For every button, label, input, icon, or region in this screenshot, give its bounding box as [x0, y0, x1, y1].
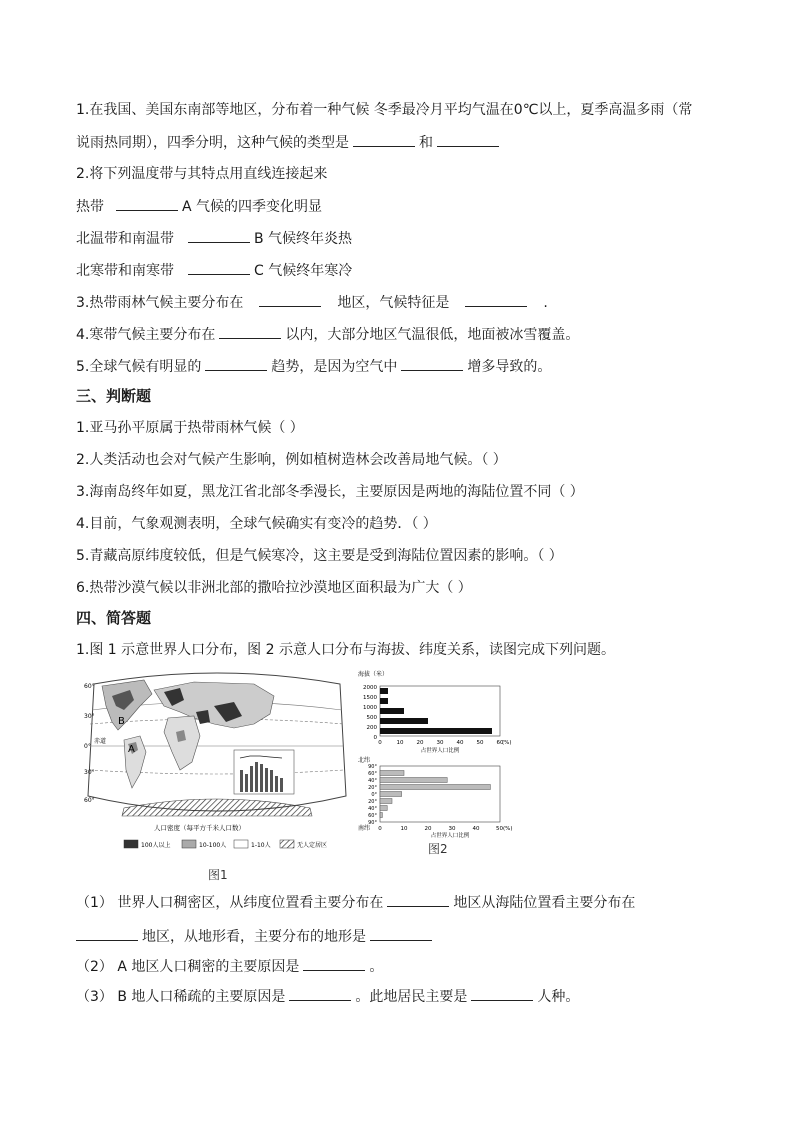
lat-label: 30°: [84, 769, 95, 776]
chart2-tick-x: 30: [448, 826, 456, 832]
sub-q3-blank-2[interactable]: [471, 986, 533, 1001]
q2-title: 2.将下列温度带与其特点用直线连接起来: [76, 166, 328, 182]
sub-q3-text-b: 。此地居民主要是: [355, 989, 468, 1005]
sub-q3-line: [76, 986, 579, 1007]
chart1-xunit: (%): [502, 740, 512, 746]
q2-row-1: [76, 196, 322, 217]
chart1-tick-y: 0: [373, 735, 377, 741]
q2-row-2: [76, 228, 352, 249]
sub-q2-end: 。: [369, 959, 384, 975]
q3-blank-1[interactable]: [259, 292, 321, 307]
q4-text-a: 4.寒带气候主要分布在: [76, 327, 216, 343]
q5-line: [76, 356, 551, 377]
lat-label: 30°: [84, 713, 95, 720]
label-b: B: [118, 716, 125, 727]
chart2-tick-y: 20°: [368, 785, 377, 791]
chart2-bar: [380, 799, 392, 804]
lat-label: 60°: [84, 683, 95, 690]
equator-label: 赤道: [94, 738, 107, 745]
q2-row-3: [76, 260, 352, 281]
chart1-bar: [380, 728, 492, 734]
judge-item-2: 2.人类活动也会对气候产生影响，例如植树造林会改善局地气候。（ ）: [76, 452, 507, 468]
figure1-caption: 图1: [208, 868, 228, 882]
q5-blank-1[interactable]: [205, 356, 267, 371]
q1-line2: [76, 132, 503, 153]
sub-q1-blank-2[interactable]: [76, 926, 138, 941]
figure2-charts: [356, 666, 536, 846]
sub-q2-text: （2） A 地区人口稠密的主要原因是: [76, 959, 300, 975]
chart1-bar: [380, 688, 388, 694]
legend-swatch-dense: [124, 840, 138, 848]
chart2-tick-y: 40°: [368, 778, 377, 784]
chart2-xlabel: 占世界人口比例: [430, 833, 470, 839]
chart2-tick-x: 0: [378, 826, 382, 832]
legend-swatch-medium: [182, 840, 196, 848]
judge-item-3: 3.海南岛终年如夏，黑龙江省北部冬季漫长，主要原因是两地的海陆位置不同（ ）: [76, 484, 584, 500]
legend-swatch-sparse: [234, 840, 248, 848]
chart1-tick-y: 2000: [363, 685, 377, 691]
chart2-tick-x: 20: [424, 826, 432, 832]
sub-q3-blank-1[interactable]: [289, 986, 351, 1001]
q2-link-blank[interactable]: [188, 228, 250, 243]
chart1-bar: [380, 698, 388, 704]
zone-label: 热带: [76, 199, 104, 215]
chart2-bar: [380, 778, 447, 783]
chart1-xlabel: 占世界人口比例: [420, 748, 460, 754]
part3-heading: 三、判断题: [76, 387, 152, 405]
label-a: A: [128, 744, 135, 755]
lat-label: 60°: [84, 797, 95, 804]
chart1-tick-y: 1000: [363, 705, 377, 711]
q3-line: [76, 292, 548, 313]
legend-label: 100人以上: [141, 842, 171, 849]
sub-q1-line1: [76, 892, 635, 913]
sub-q1-text-a: （1） 世界人口稠密区，从纬度位置看主要分布在: [76, 895, 384, 911]
q4-line: [76, 324, 579, 345]
chart1-tick-x: 0: [378, 740, 382, 746]
chart1-bar: [380, 708, 404, 714]
legend-label: 无人定居区: [297, 842, 328, 849]
chart1-tick-x: 40: [456, 740, 464, 746]
chart2-bottom-label: 南纬: [358, 825, 371, 832]
chart1-tick-x: 50: [476, 740, 484, 746]
chart1-tick-y: 1500: [363, 695, 377, 701]
part4-heading: 四、简答题: [76, 609, 152, 627]
legend-swatch-uninhabited: [280, 840, 294, 848]
chart2-bar: [380, 813, 382, 818]
chart2-ylabel: 北纬: [358, 757, 371, 764]
q2-link-blank[interactable]: [116, 196, 178, 211]
q5-text-a: 5.全球气候有明显的: [76, 359, 202, 375]
lat-label: 0°: [84, 743, 91, 750]
chart2-tick-y: 90°: [368, 820, 377, 826]
chart1-tick-x: 20: [416, 740, 424, 746]
q2-link-blank[interactable]: [188, 260, 250, 275]
q3-text-a: 3.热带雨林气候主要分布在: [76, 295, 244, 311]
figure1-world-map: [84, 666, 350, 866]
q4-text-b: 以内，大部分地区气温很低，地面被冰雪覆盖。: [285, 327, 580, 343]
q3-blank-2[interactable]: [465, 292, 527, 307]
chart2-bar: [380, 806, 387, 811]
q3-text-b: 地区，气候特征是: [337, 295, 450, 311]
q1-blank-2[interactable]: [437, 132, 499, 147]
sub-q1-text-b: 地区从海陆位置看主要分布在: [453, 895, 636, 911]
chart2-tick-y: 60°: [368, 771, 377, 777]
chart2-tick-x: 10: [400, 826, 408, 832]
feature-label: A 气候的四季变化明显: [182, 199, 323, 215]
chart1-bar: [380, 718, 428, 724]
judge-item-4: 4.目前，气象观测表明，全球气候确实有变冷的趋势．（ ）: [76, 516, 437, 532]
chart1-tick-y: 200: [366, 725, 377, 731]
sub-q1-blank-1[interactable]: [387, 892, 449, 907]
q5-text-c: 增多导致的。: [467, 359, 552, 375]
legend-label: 1-10人: [251, 842, 271, 849]
judge-item-1: 1.亚马孙平原属于热带雨林气候（ ）: [76, 420, 304, 436]
chart1-tick-y: 500: [366, 715, 377, 721]
judge-item-5: 5.青藏高原纬度较低，但是气候寒冷，这主要是受到海陆位置因素的影响。（ ）: [76, 548, 563, 564]
q1-line1: 1.在我国、美国东南部等地区，分布着一种气候 冬季最冷月平均气温在0℃以上，夏季高温多雨（常: [76, 102, 693, 118]
chart2-bar: [380, 771, 404, 776]
q5-text-b: 趋势，是因为空气中: [271, 359, 398, 375]
chart1-ylabel: 海拔（米）: [358, 671, 389, 678]
legend-title: 人口密度（每平方千米人口数）: [154, 824, 245, 832]
sub-q3-text-a: （3） B 地人口稀疏的主要原因是: [76, 989, 286, 1005]
chart1-tick-x: 60: [496, 740, 504, 746]
chart2-tick-y: 60°: [368, 813, 377, 819]
sub-q1-text-c: 地区，从地形看，主要分布的地形是: [142, 929, 366, 945]
legend-label: 10-100人: [199, 842, 227, 849]
chart2-tick-x: 40: [472, 826, 480, 832]
chart2-xunit: 50(%): [496, 826, 513, 832]
part4-intro: 1.图 1 示意世界人口分布，图 2 示意人口分布与海拔、纬度关系，读图完成下列问题。: [76, 642, 615, 658]
sub-q2-line: [76, 956, 383, 977]
chart1-tick-x: 30: [436, 740, 444, 746]
chart1-tick-x: 10: [396, 740, 404, 746]
chart2-tick-y: 20°: [368, 799, 377, 805]
chart2-bar: [380, 785, 490, 790]
chart2-tick-y: 40°: [368, 806, 377, 812]
chart2-tick-y: 0°: [371, 792, 377, 798]
zone-label: 北寒带和南寒带: [76, 263, 174, 279]
sub-q2-blank[interactable]: [303, 956, 365, 971]
figure2-caption: 图2: [428, 842, 448, 856]
q4-blank[interactable]: [219, 324, 281, 339]
q5-blank-2[interactable]: [401, 356, 463, 371]
q1-blank-1[interactable]: [353, 132, 415, 147]
judge-item-6: 6.热带沙漠气候以非洲北部的撒哈拉沙漠地区面积最为广大（ ）: [76, 580, 472, 596]
feature-label: B 气候终年炎热: [254, 231, 353, 247]
q3-text-c: .: [543, 295, 548, 311]
q1-text: 说雨热同期），四季分明，这种气候的类型是: [76, 135, 349, 151]
q1-and: 和: [419, 135, 433, 151]
zone-label: 北温带和南温带: [76, 231, 174, 247]
chart2-bar: [380, 792, 402, 797]
sub-q1-blank-3[interactable]: [370, 926, 432, 941]
feature-label: C 气候终年寒冷: [254, 263, 353, 279]
sub-q1-line2: [76, 926, 436, 947]
chart2-tick-y: 90°: [368, 764, 377, 770]
sub-q3-text-c: 人种。: [537, 989, 580, 1005]
